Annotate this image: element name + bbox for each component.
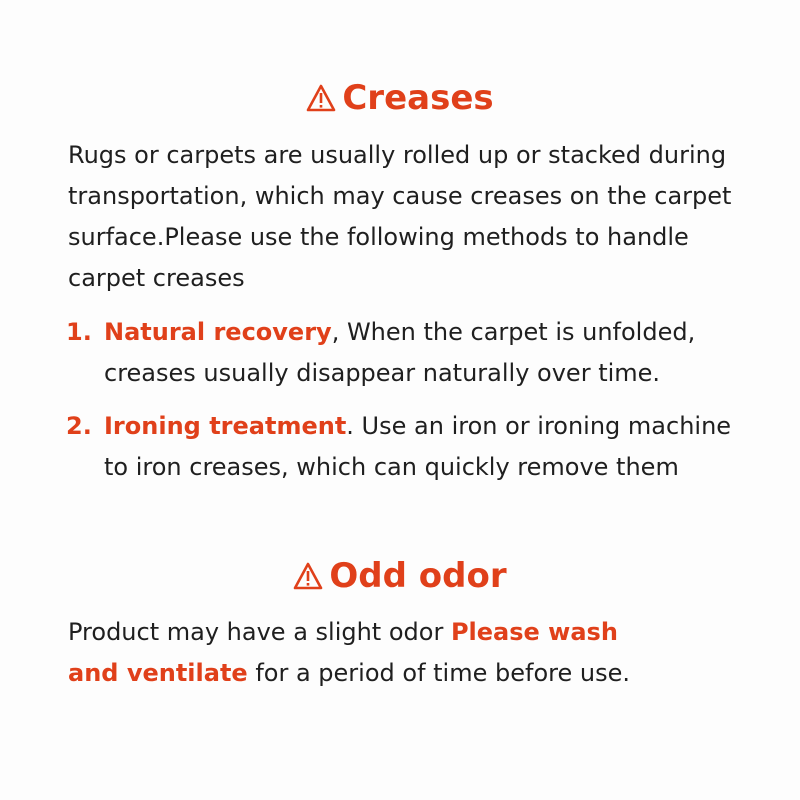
list-item xyxy=(66,406,756,488)
list-item xyxy=(66,312,756,394)
warning-triangle-icon xyxy=(306,84,336,112)
creases-heading xyxy=(0,78,800,118)
list-item-text: . Use an iron or ironing machine to iron creases, which can quickly remove them xyxy=(104,412,732,481)
list-item-number: 1. xyxy=(66,318,92,346)
odor-heading xyxy=(0,556,800,596)
creases-intro: Rugs or carpets are usually rolled up or stacked during transportation, which may cause creases on the carpet surface.Please use the following methods to handle carpet creases xyxy=(68,141,732,292)
odor-paragraph xyxy=(68,612,668,694)
odor-text-before: Product may have a slight odor xyxy=(68,618,451,646)
odor-text-after: for a period of time before use. xyxy=(247,659,630,687)
list-item-highlight: Ironing treatment xyxy=(104,412,347,440)
list-item-text: , When the carpet is unfolded, creases usually disappear naturally over time. xyxy=(104,318,696,387)
list-item-number: 2. xyxy=(66,412,92,440)
warning-triangle-icon xyxy=(293,562,323,590)
list-item-highlight: Natural recovery xyxy=(104,318,332,346)
list-item-body xyxy=(104,406,756,488)
creases-title: Creases xyxy=(342,78,494,118)
odor-highlight: Please wash and ventilate xyxy=(68,618,618,687)
list-item-body xyxy=(104,312,756,394)
odor-title: Odd odor xyxy=(329,556,507,596)
